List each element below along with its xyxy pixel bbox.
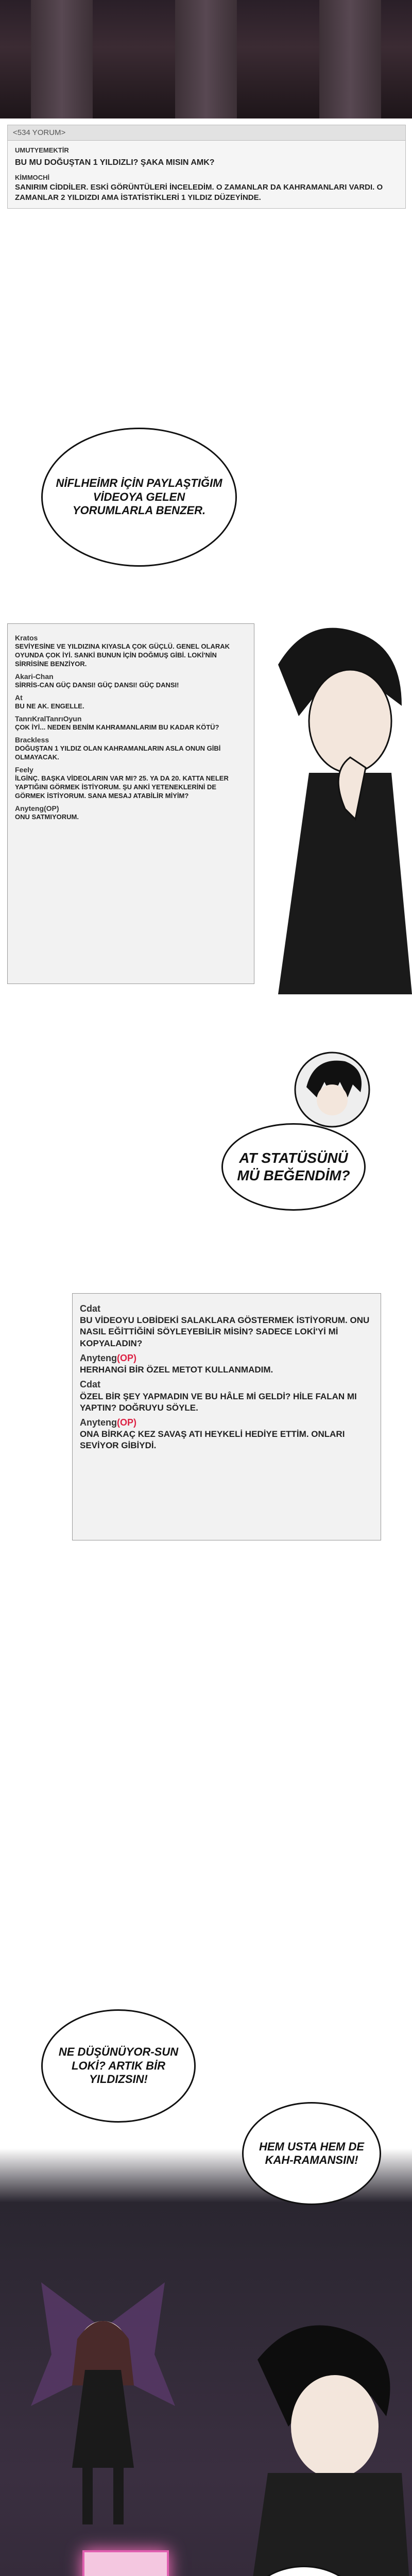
scene-3: [0, 1005, 412, 2009]
comment-user: Feely: [15, 766, 33, 774]
comment-text: SEVİYESİNE VE YILDIZINA KIYASLA ÇOK GÜÇLÜ. GENEL OLARAK OYUNDA ÇOK İYİ. SANKİ BUNUN İÇİN DOĞMUŞ GİBİ. LOKİ'NİN SİRRİSİNE BENZİYOR.: [15, 642, 230, 668]
speech-bubble: NE DÜŞÜNÜYOR-SUN LOKİ? ARTIK BİR YILDIZSIN!: [41, 2009, 196, 2123]
comment-user: Anyteng: [80, 1352, 117, 1363]
speech-bubble: NİFLHEİMR İÇİN PAYLAŞTIĞIM VİDEOYA GELEN YORUMLARLA BENZER.: [41, 428, 237, 567]
pillar: [175, 0, 237, 118]
dialogue-comments: [72, 1293, 381, 1540]
character-thinking: [247, 603, 412, 994]
comment-user: UMUTYEMEKTİR: [15, 146, 69, 154]
chibi-character: [294, 1051, 371, 1128]
comment-user: Brackless: [15, 736, 49, 744]
comment-text: ÖZEL BİR ŞEY YAPMADIN VE BU HÂLE Mİ GELDİ? HİLE FALAN MI YAPTIN? DOĞRUYU SÖYLE.: [80, 1391, 357, 1413]
op-tag: (OP): [117, 1417, 136, 1428]
comment-text: SİRRİS-CAN GÜÇ DANSI! GÜÇ DANSI! GÜÇ DANSI!: [15, 681, 179, 689]
winged-character: [31, 2251, 175, 2540]
comment-user: KİMMOCHİ: [15, 174, 50, 182]
comment-text: ONA BİRKAÇ KEZ SAVAŞ ATI HEYKELİ HEDİYE ETTİM. ONLARI SEVİYOR GİBİYDİ.: [80, 1429, 345, 1451]
comment-text: BU VİDEOYU LOBİDEKİ SALAKLARA GÖSTERMEK İSTİYORUM. ONU NASIL EĞİTTİĞİNİ SÖYLEYEBİLİR MİSİN? SADECE LOKİ'Yİ Mİ KOPYALADIN?: [80, 1315, 370, 1348]
comment-user: Anyteng(OP): [15, 804, 59, 812]
comment-text: İLGİNÇ. BAŞKA VİDEOLARIN VAR MI? 25. YA DA 20. KATTA NELER YAPTIĞINI GÖRMEK İSTİYORUM. ŞU ANKİ YETENEKLERİNİ DE GÖRMEK İSTİYORUM. SANA MESAJ ATABİLİR MİYİM?: [15, 774, 229, 800]
comment-count: <534 YORUM>: [8, 125, 405, 141]
comment-user: Anyteng: [80, 1417, 117, 1428]
comment-text: SANIRIM CİDDİLER. ESKİ GÖRÜNTÜLERİ İNCELEDİM. O ZAMANLAR DA KAHRAMANLARI VARDI. O ZAMANLAR 2 YILDIZDI AMA İSTATİSTİKLERİ 1 YILDIZ DÜZEYİNDE.: [15, 182, 383, 202]
comment-section-1: [0, 118, 412, 335]
comment-text: HERHANGİ BİR ÖZEL METOT KULLANMADIM.: [80, 1365, 273, 1375]
comment-user: Cdat: [80, 1303, 100, 1314]
speech-bubble: AT STATÜSÜNÜ MÜ BEĞENDİM?: [221, 1123, 366, 1211]
comment-text: BU NE AK. ENGELLE.: [15, 702, 84, 710]
comment-user: Kratos: [15, 634, 38, 642]
speech-bubble: HEM USTA HEM DE KAH-RAMANSIN!: [242, 2102, 381, 2205]
op-tag: (OP): [117, 1352, 136, 1363]
scene-4: [0, 2009, 412, 2576]
comment-text: DOĞUŞTAN 1 YILDIZ OLAN KAHRAMANLARIN ASLA ONUN GİBİ OLMAYACAK.: [15, 744, 221, 761]
comment-text: BU MU DOĞUŞTAN 1 YILDIZLI? ŞAKA MISIN AMK?: [15, 158, 215, 167]
comment-text: ONU SATMIYORUM.: [15, 813, 79, 821]
comment-box: [7, 125, 406, 209]
pillar: [319, 0, 381, 118]
comment-text: ÇOK İYİ... NEDEN BENİM KAHRAMANLARIM BU KADAR KÖTÜ?: [15, 723, 219, 732]
pillar: [31, 0, 93, 118]
comment-user: Akari-Chan: [15, 672, 54, 681]
comment-user: Cdat: [80, 1379, 100, 1390]
photo-card: [82, 2550, 169, 2576]
comment-user: TanrıKralTanrıOyun: [15, 715, 82, 723]
scene-2: [0, 335, 412, 1005]
comment-user: At: [15, 693, 23, 702]
main-character: [216, 2298, 412, 2576]
top-scene: [0, 0, 412, 118]
comment-list: [7, 623, 254, 984]
